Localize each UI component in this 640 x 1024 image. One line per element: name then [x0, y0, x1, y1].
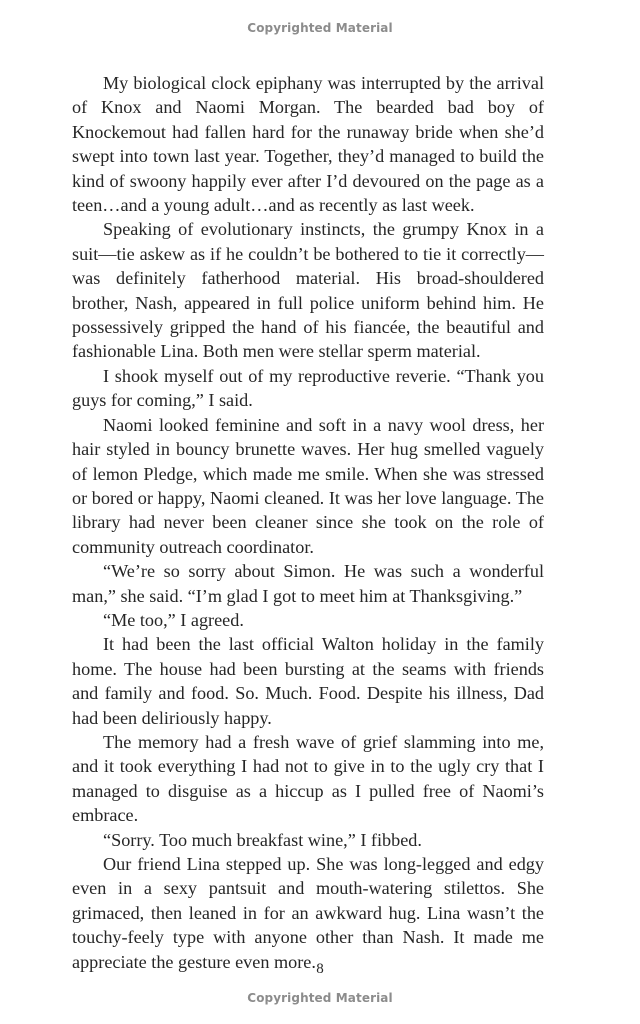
paragraph: “Me too,” I agreed.: [103, 609, 244, 630]
paragraph: It had been the last official Walton holiday in the family home. The house had been bursting at the seams with friends and family and food. So. Much. Food. Despite his illness, Dad had been deliriously happy.: [72, 634, 544, 728]
copyright-watermark-top: Copyrighted Material: [247, 21, 393, 35]
paragraph: Speaking of evolutionary instincts, the grumpy Knox in a suit—tie askew as if he couldn’t be bothered to tie it correctly—was definitely fatherhood material. His broad-shouldered brother, Nash, appeared in full police uniform behind him. He possessively gripped the hand of his fiancée, the beautiful and fashionable Lina. Both men were stellar sperm material.: [72, 219, 544, 362]
paragraph: I shook myself out of my reproductive reverie. “Thank you guys for coming,” I said.: [72, 365, 544, 411]
page-body-text: [72, 71, 544, 974]
paragraph: Our friend Lina stepped up. She was long-legged and edgy even in a sexy pantsuit and mouth-watering stilettos. She grimaced, then leaned in for an awkward hug. Lina wasn’t the touchy-feely type with anyone other than Nash. It made me appreciate the gesture even more.: [72, 854, 544, 972]
paragraph: “Sorry. Too much breakfast wine,” I fibbed.: [103, 829, 422, 850]
copyright-watermark-bottom: Copyrighted Material: [247, 991, 393, 1005]
page-number: 8: [316, 961, 324, 977]
paragraph: My biological clock epiphany was interrupted by the arrival of Knox and Naomi Morgan. The bearded bad boy of Knockemout had fallen hard for the runaway bride when she’d swept into town last year. Together, they’d managed to build the kind of swoony happily ever after I’d devoured on the page as a teen…and a young adult…and as recently as last week.: [72, 73, 544, 216]
paragraph: “We’re so sorry about Simon. He was such a wonderful man,” she said. “I’m glad I got to meet him at Thanksgiving.”: [72, 561, 544, 606]
paragraph: Naomi looked feminine and soft in a navy wool dress, her hair styled in bouncy brunette waves. Her hug smelled vaguely of lemon Pledge, which made me smile. When she was stressed or bored or happy, Naomi cleaned. It was her love language. The library had never been cleaner since she took on the role of community outreach coordinator.: [72, 414, 544, 557]
paragraph: The memory had a fresh wave of grief slamming into me, and it took everything I had not to give in to the ugly cry that I managed to disguise as a hiccup as I pulled free of Naomi’s embrace.: [72, 731, 544, 826]
